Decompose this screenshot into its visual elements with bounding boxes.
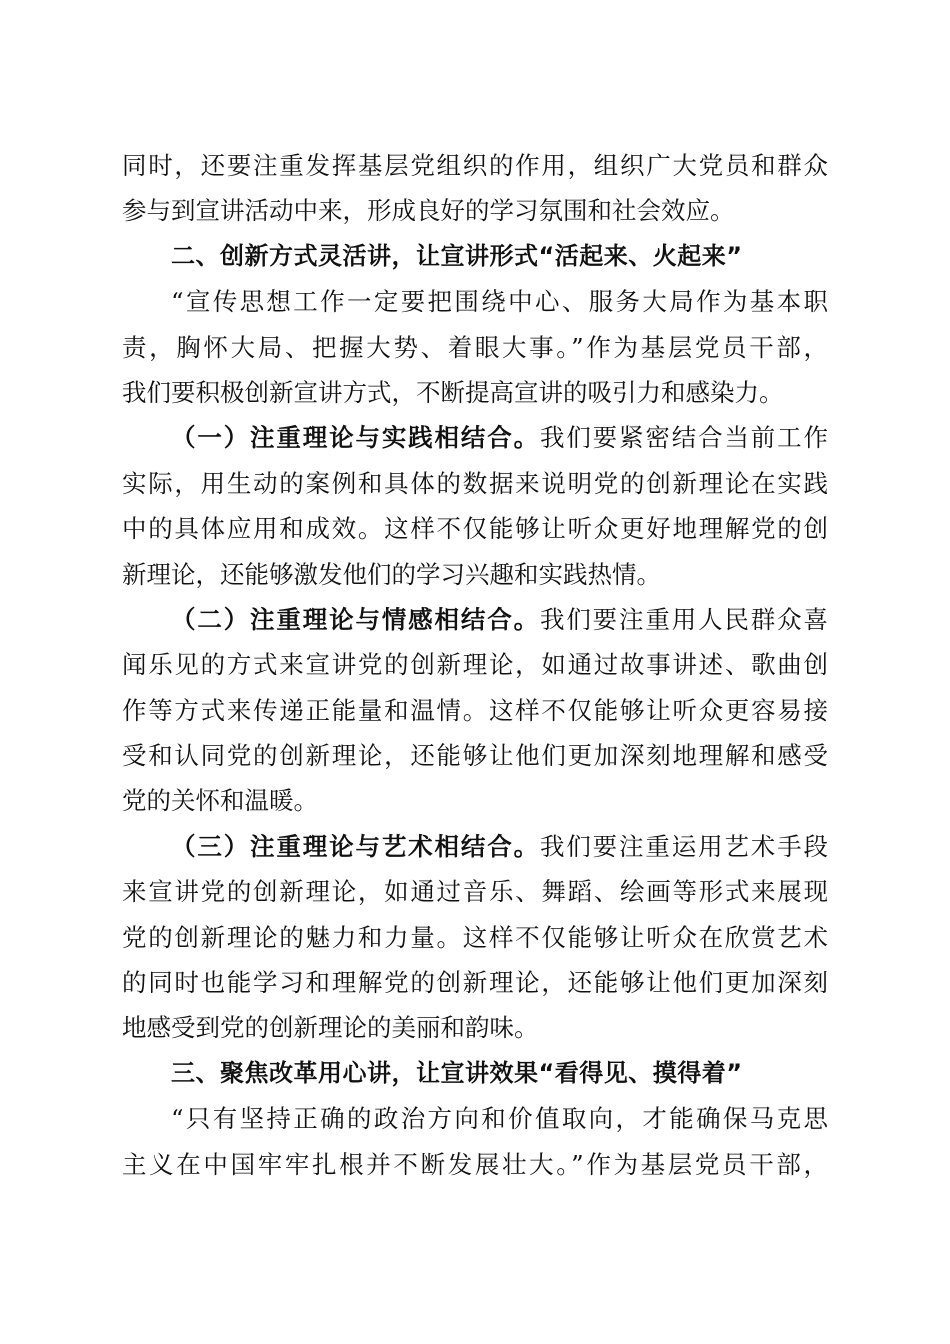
text-line-16	[122, 824, 828, 869]
text-line-8: 实际，用生动的案例和具体的数据来说明党的创新理论在实践	[122, 468, 828, 498]
text-line-22: “只有坚持正确的政治方向和价值取向，才能确保马克思	[171, 1104, 828, 1134]
text-line-12: 闻乐见的方式来宣讲党的创新理论，如通过故事讲述、歌曲创	[122, 650, 828, 680]
text-line-7	[122, 415, 828, 460]
text-line-20: 地感受到党的创新理论的美丽和韵味。	[122, 1013, 539, 1043]
text-line-23: 主义在中国牢牢扎根并不断发展壮大。”作为基层党员干部，	[122, 1149, 828, 1179]
text-line-4: “宣传思想工作一定要把围绕中心、服务大局作为基本职	[171, 287, 828, 317]
section-heading-2: 二、创新方式灵活讲，让宣讲形式“活起来、火起来”	[171, 241, 743, 270]
text-line-11	[122, 597, 828, 642]
text-line-19: 的同时也能学习和理解党的创新理论，还能够让他们更加深刻	[122, 968, 828, 998]
text-line-13: 作等方式来传递正能量和温情。这样不仅能够让听众更容易接	[122, 695, 828, 725]
document-page	[122, 143, 828, 1187]
text-line-11-body: 我们要注重用人民群众喜	[539, 604, 829, 634]
text-line-10: 新理论，还能够激发他们的学习兴趣和实践热情。	[122, 559, 661, 589]
text-line-6: 我们要积极创新宣讲方式，不断提高宣讲的吸引力和感染力。	[122, 377, 784, 407]
text-line-9: 中的具体应用和成效。这样不仅能够让听众更好地理解党的创	[122, 514, 828, 544]
text-line-2: 参与到宣讲活动中来，形成良好的学习氛围和社会效应。	[122, 196, 735, 226]
subheading-1: （一）注重理论与实践相结合。	[171, 423, 540, 453]
text-line-7-body: 我们要紧密结合当前工作	[539, 423, 829, 453]
text-line-14: 受和认同党的创新理论，还能够让他们更加深刻地理解和感受	[122, 741, 828, 771]
subheading-2: （二）注重理论与情感相结合。	[171, 604, 540, 634]
text-line-15: 党的关怀和温暖。	[122, 786, 318, 816]
text-line-1: 同时，还要注重发挥基层党组织的作用，组织广大党员和群众	[122, 151, 828, 180]
section-heading-3: 三、聚焦改革用心讲，让宣讲效果“看得见、摸得着”	[171, 1058, 743, 1087]
subheading-3: （三）注重理论与艺术相结合。	[171, 831, 540, 861]
text-line-18: 党的创新理论的魅力和力量。这样不仅能够让听众在欣赏艺术	[122, 922, 828, 952]
text-line-5: 责，胸怀大局、把握大势、着眼大事。”作为基层党员干部，	[122, 332, 828, 362]
text-line-17: 来宣讲党的创新理论，如通过音乐、舞蹈、绘画等形式来展现	[122, 877, 828, 907]
text-line-16-body: 我们要注重运用艺术手段	[539, 831, 829, 861]
